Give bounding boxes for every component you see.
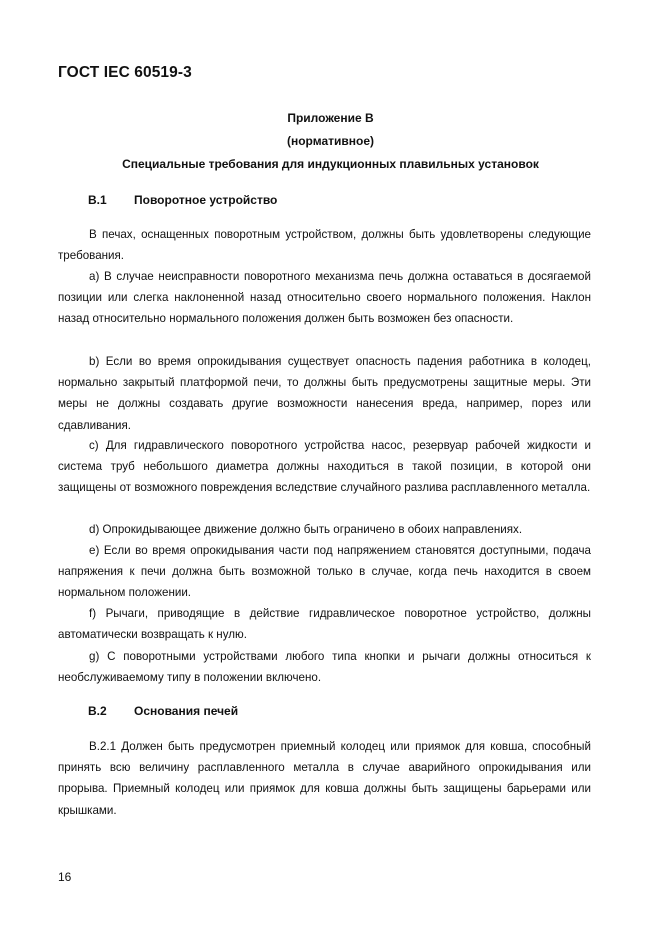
- paragraph-item-f: f) Рычаги, приводящие в действие гидравлическое поворотное устройство, должны автоматически возвращать к нулю.: [58, 607, 591, 642]
- appendix-status: (нормативное): [286, 134, 375, 148]
- page-number: 16: [58, 870, 72, 884]
- paragraph-item-b: b) Если во время опрокидывания существует опасность падения работника в колодец, нормально закрытый платформой печи, то должны быть предусмотрены защитные меры. Эти меры не должны создавать другие возможности нанесения вреда, например, порез или сдавливания.: [58, 355, 591, 432]
- paragraph-item-e: e) Если во время опрокидывания части под напряжением становятся доступными, подача напряжения к печи должна быть возможной только в случае, когда печь находится в своем нормальном положении.: [58, 544, 591, 600]
- appendix-heading: Специальные требования для индукционных плавильных установок: [122, 157, 539, 171]
- document-code: ГОСТ IEC 60519-3: [58, 64, 192, 81]
- section-number: В.2: [88, 704, 107, 718]
- paragraph-b21: В.2.1 Должен быть предусмотрен приемный колодец или приямок для ковша, способный принять всю величину расплавленного металла в случае аварийного опрокидывания или прорыва. Приемный колодец или приямок для ковша должны быть защищены барьерами или крышками.: [58, 740, 591, 817]
- paragraph-item-c: c) Для гидравлического поворотного устройства насос, резервуар рабочей жидкости и система труб небольшого диаметра должны находиться в такой позиции, в которой они защищены от возможного повреждения вследствие случайного разлива расплавленного металла.: [58, 439, 591, 495]
- section-number: В.1: [88, 193, 107, 207]
- section-heading-b2: [88, 704, 238, 718]
- paragraph-intro: В печах, оснащенных поворотным устройством, должны быть удовлетворены следующие требования.: [58, 228, 591, 263]
- appendix-title: Приложение В: [287, 111, 374, 125]
- section-title: Основания печей: [134, 704, 239, 718]
- section-heading-b1: [88, 193, 277, 207]
- section-title: Поворотное устройство: [134, 193, 278, 207]
- paragraph-item-d: d) Опрокидывающее движение должно быть ограничено в обоих направлениях.: [89, 523, 523, 536]
- paragraph-item-a: a) В случае неисправности поворотного механизма печь должна оставаться в досягаемой позиции или слегка наклоненной назад относительно своего нормального положения. Наклон назад относительно нормального положения должен быть возможен без опасности.: [58, 270, 591, 326]
- paragraph-item-g: g) С поворотными устройствами любого типа кнопки и рычаги должны относиться к необслуживаемому типу в положении включено.: [58, 650, 591, 685]
